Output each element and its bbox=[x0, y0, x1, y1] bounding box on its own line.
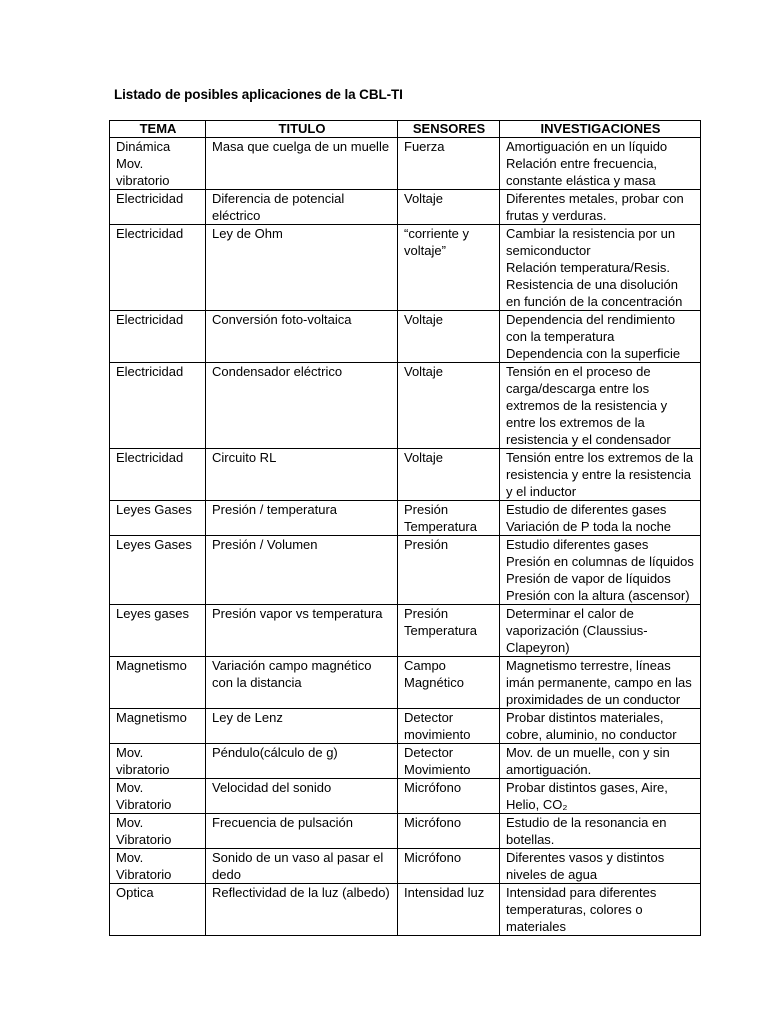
investigaciones-cell: Diferentes vasos y distintos niveles de agua bbox=[500, 849, 701, 884]
titulo-cell: Presión vapor vs temperatura bbox=[206, 605, 398, 657]
tema-cell: Mov. vibratorio bbox=[110, 744, 206, 779]
table-row bbox=[110, 744, 701, 779]
document-title: Listado de posibles aplicaciones de la CBL-TI bbox=[114, 87, 403, 102]
investigaciones-cell: Determinar el calor de vaporización (Claussius-Clapeyron) bbox=[500, 605, 701, 657]
titulo-cell: Velocidad del sonido bbox=[206, 779, 398, 814]
table-row bbox=[110, 225, 701, 311]
titulo-cell: Presión / temperatura bbox=[206, 501, 398, 536]
sensores-cell: Voltaje bbox=[398, 190, 500, 225]
titulo-cell: Péndulo(cálculo de g) bbox=[206, 744, 398, 779]
header-tema: TEMA bbox=[110, 121, 206, 138]
sensores-cell: Detector movimiento bbox=[398, 709, 500, 744]
tema-cell: Leyes Gases bbox=[110, 501, 206, 536]
header-investigaciones: INVESTIGACIONES bbox=[500, 121, 701, 138]
titulo-cell: Variación campo magnético con la distancia bbox=[206, 657, 398, 709]
tema-cell: Electricidad bbox=[110, 363, 206, 449]
table-row bbox=[110, 884, 701, 936]
investigaciones-cell: Estudio de diferentes gases Variación de P toda la noche bbox=[500, 501, 701, 536]
investigaciones-cell: Intensidad para diferentes temperaturas, colores o materiales bbox=[500, 884, 701, 936]
tema-cell: Leyes gases bbox=[110, 605, 206, 657]
tema-cell: Mov. Vibratorio bbox=[110, 849, 206, 884]
header-sensores: SENSORES bbox=[398, 121, 500, 138]
sensores-cell: Fuerza bbox=[398, 138, 500, 190]
tema-cell: Electricidad bbox=[110, 225, 206, 311]
table-row bbox=[110, 311, 701, 363]
tema-cell: Mov. Vibratorio bbox=[110, 779, 206, 814]
table-row bbox=[110, 814, 701, 849]
titulo-cell: Circuito RL bbox=[206, 449, 398, 501]
investigaciones-cell: Dependencia del rendimiento con la temperatura Dependencia con la superficie bbox=[500, 311, 701, 363]
sensores-cell: “corriente y voltaje” bbox=[398, 225, 500, 311]
table-row bbox=[110, 138, 701, 190]
table-row bbox=[110, 363, 701, 449]
investigaciones-cell: Magnetismo terrestre, líneas imán permanente, campo en las proximidades de un conductor bbox=[500, 657, 701, 709]
tema-cell: Mov. Vibratorio bbox=[110, 814, 206, 849]
sensores-cell: Micrófono bbox=[398, 849, 500, 884]
sensores-cell: Detector Movimiento bbox=[398, 744, 500, 779]
table-row bbox=[110, 709, 701, 744]
tema-cell: Electricidad bbox=[110, 311, 206, 363]
tema-cell: Electricidad bbox=[110, 190, 206, 225]
titulo-cell: Masa que cuelga de un muelle bbox=[206, 138, 398, 190]
investigaciones-cell: Estudio de la resonancia en botellas. bbox=[500, 814, 701, 849]
tema-cell: Leyes Gases bbox=[110, 536, 206, 605]
titulo-cell: Presión / Volumen bbox=[206, 536, 398, 605]
header-titulo: TITULO bbox=[206, 121, 398, 138]
investigaciones-cell: Estudio diferentes gases Presión en columnas de líquidos Presión de vapor de líquidos Presión con la altura (ascensor) bbox=[500, 536, 701, 605]
table-row bbox=[110, 536, 701, 605]
titulo-cell: Ley de Lenz bbox=[206, 709, 398, 744]
investigaciones-cell: Cambiar la resistencia por un semiconductor Relación temperatura/Resis. Resistencia de una disolución en función de la concentración bbox=[500, 225, 701, 311]
sensores-cell: Voltaje bbox=[398, 363, 500, 449]
investigaciones-cell: Probar distintos gases, Aire, Helio, CO₂ bbox=[500, 779, 701, 814]
sensores-cell: Micrófono bbox=[398, 779, 500, 814]
titulo-cell: Conversión foto-voltaica bbox=[206, 311, 398, 363]
table-row bbox=[110, 190, 701, 225]
investigaciones-cell: Tensión en el proceso de carga/descarga entre los extremos de la resistencia y entre los extremos de la resistencia y el condensador bbox=[500, 363, 701, 449]
tema-cell: Magnetismo bbox=[110, 709, 206, 744]
tema-cell: Dinámica Mov. vibratorio bbox=[110, 138, 206, 190]
sensores-cell: Voltaje bbox=[398, 449, 500, 501]
sensores-cell: Micrófono bbox=[398, 814, 500, 849]
sensores-cell: Presión Temperatura bbox=[398, 501, 500, 536]
table-row bbox=[110, 779, 701, 814]
titulo-cell: Condensador eléctrico bbox=[206, 363, 398, 449]
titulo-cell: Diferencia de potencial eléctrico bbox=[206, 190, 398, 225]
titulo-cell: Ley de Ohm bbox=[206, 225, 398, 311]
investigaciones-cell: Diferentes metales, probar con frutas y verduras. bbox=[500, 190, 701, 225]
investigaciones-cell: Amortiguación en un líquido Relación entre frecuencia, constante elástica y masa bbox=[500, 138, 701, 190]
titulo-cell: Sonido de un vaso al pasar el dedo bbox=[206, 849, 398, 884]
header-row bbox=[110, 121, 701, 138]
table-row bbox=[110, 849, 701, 884]
table-row bbox=[110, 449, 701, 501]
sensores-cell: Presión bbox=[398, 536, 500, 605]
table-row bbox=[110, 605, 701, 657]
titulo-cell: Frecuencia de pulsación bbox=[206, 814, 398, 849]
tema-cell: Electricidad bbox=[110, 449, 206, 501]
table-body bbox=[110, 138, 701, 936]
table-row bbox=[110, 501, 701, 536]
investigaciones-cell: Mov. de un muelle, con y sin amortiguación. bbox=[500, 744, 701, 779]
investigaciones-cell: Tensión entre los extremos de la resistencia y entre la resistencia y el inductor bbox=[500, 449, 701, 501]
sensores-cell: Intensidad luz bbox=[398, 884, 500, 936]
table-header bbox=[110, 121, 701, 138]
tema-cell: Magnetismo bbox=[110, 657, 206, 709]
table-row bbox=[110, 657, 701, 709]
investigaciones-cell: Probar distintos materiales, cobre, aluminio, no conductor bbox=[500, 709, 701, 744]
sensores-cell: Campo Magnético bbox=[398, 657, 500, 709]
titulo-cell: Reflectividad de la luz (albedo) bbox=[206, 884, 398, 936]
sensores-cell: Voltaje bbox=[398, 311, 500, 363]
tema-cell: Optica bbox=[110, 884, 206, 936]
applications-table bbox=[109, 120, 701, 936]
sensores-cell: Presión Temperatura bbox=[398, 605, 500, 657]
